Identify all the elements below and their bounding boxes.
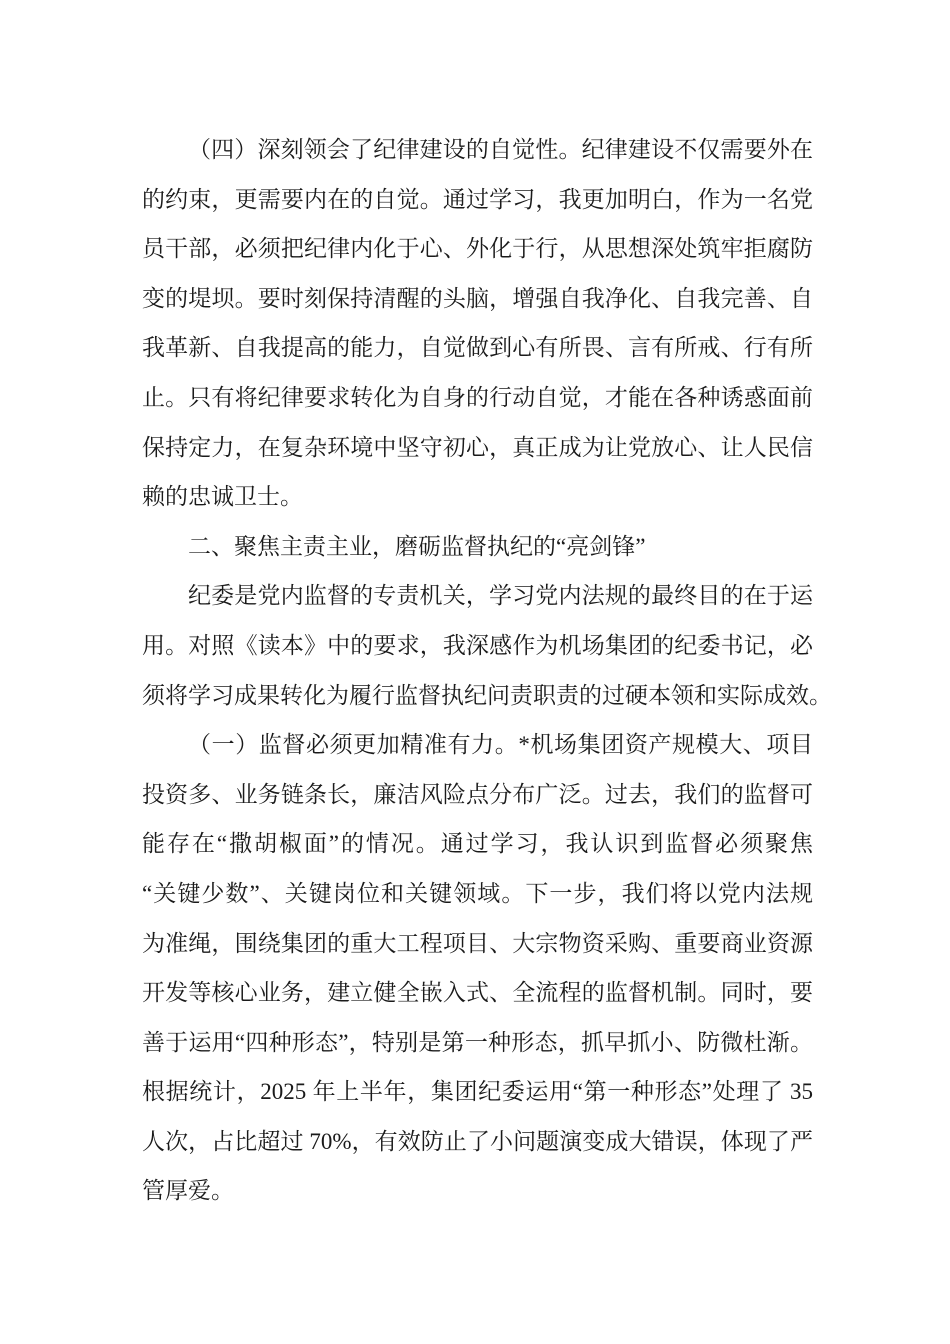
paragraph-line: 为准绳，围绕集团的重大工程项目、大宗物资采购、重要商业资源 (142, 930, 813, 956)
paragraph-line: 的约束，更需要内在的自觉。通过学习，我更加明白，作为一名党 (142, 186, 813, 212)
paragraph-line: 管厚爱。 (142, 1178, 234, 1204)
paragraph-line: 保持定力，在复杂环境中坚守初心，真正成为让党放心、让人民信 (142, 434, 813, 460)
paragraph-line: 员干部，必须把纪律内化于心、外化于行，从思想深处筑牢拒腐防 (142, 236, 813, 262)
paragraph-line: 根据统计，2025 年上半年，集团纪委运用“第一种形态”处理了 35 (142, 1079, 813, 1105)
paragraph-line: 赖的忠诚卫士。 (142, 484, 303, 510)
paragraph-line: （四）深刻领会了纪律建设的自觉性。纪律建设不仅需要外在 (188, 137, 813, 162)
paragraph-line: 用。对照《读本》中的要求，我深感作为机场集团的纪委书记，必 (142, 632, 813, 658)
paragraph-line: 投资多、业务链条长，廉洁风险点分布广泛。过去，我们的监督可 (142, 781, 813, 807)
paragraph-line: “关键少数”、关键岗位和关键领域。下一步，我们将以党内法规 (142, 880, 813, 906)
paragraph-line: 纪委是党内监督的专责机关，学习党内法规的最终目的在于运 (188, 583, 813, 609)
paragraph-line: 善于运用“四种形态”，特别是第一种形态，抓早抓小、防微杜渐。 (142, 1029, 813, 1055)
paragraph-line: 变的堤坝。要时刻保持清醒的头脑，增强自我净化、自我完善、自 (142, 285, 813, 311)
paragraph-line: 我革新、自我提高的能力，自觉做到心有所畏、言有所戒、行有所 (142, 335, 813, 361)
paragraph-line: 须将学习成果转化为履行监督执纪问责职责的过硬本领和实际成效。 (142, 682, 832, 708)
paragraph-line: 开发等核心业务，建立健全嵌入式、全流程的监督机制。同时，要 (142, 980, 813, 1006)
paragraph-line: 止。只有将纪律要求转化为自身的行动自觉，才能在各种诱惑面前 (142, 384, 813, 410)
paragraph-line: （一）监督必须更加精准有力。*机场集团资产规模大、项目 (188, 732, 813, 758)
section-heading: 二、聚焦主责主业，磨砺监督执纪的“亮剑锋” (188, 533, 646, 559)
paragraph-line: 能存在“撒胡椒面”的情况。通过学习，我认识到监督必须聚焦 (142, 831, 813, 857)
document-text-block (142, 125, 832, 1216)
paragraph-line: 人次，占比超过 70%，有效防止了小问题演变成大错误，体现了严 (142, 1128, 813, 1154)
